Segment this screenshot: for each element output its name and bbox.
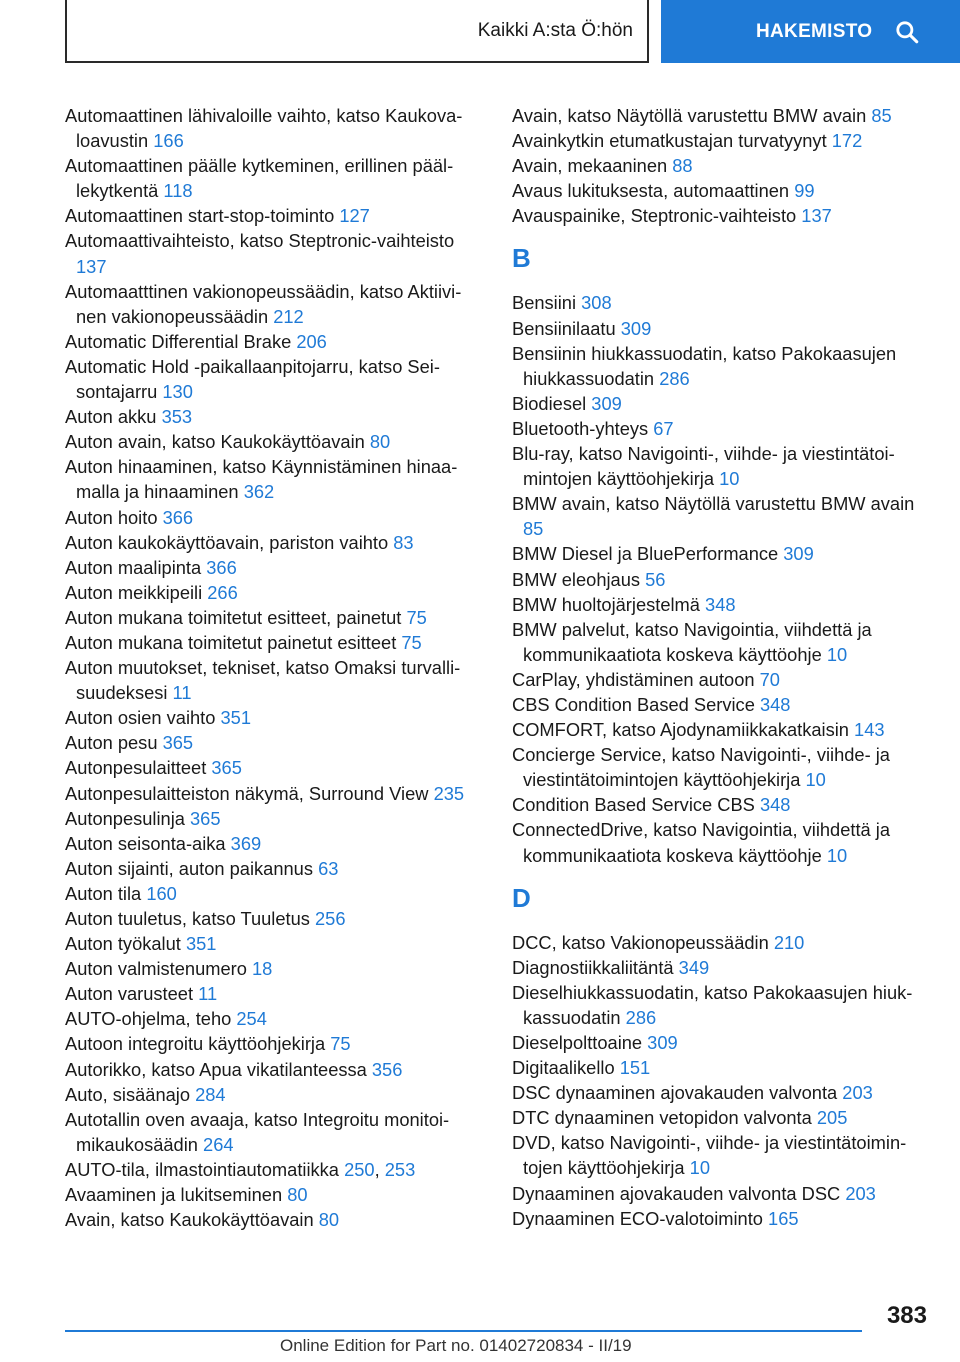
page-link[interactable]: 80 bbox=[369, 431, 391, 453]
index-entry-text: AUTO-ohjelma, teho bbox=[65, 1008, 237, 1030]
index-entry-text: Bensiinilaatu bbox=[512, 317, 621, 339]
index-entry bbox=[65, 555, 485, 580]
index-entry bbox=[65, 981, 485, 1006]
index-entry-text: BMW palvelut, katso Navigointia, viihdettä ja kommunikaatiota koskeva käyttöohje bbox=[512, 618, 872, 665]
index-entry bbox=[512, 541, 932, 566]
page-link[interactable]: 366 bbox=[206, 556, 237, 578]
index-entry bbox=[65, 856, 485, 881]
index-entry-text: Auton kaukokäyttöavain, pariston vaihto bbox=[65, 531, 394, 553]
tab-index-label: HAKEMISTO bbox=[756, 20, 873, 42]
index-entry bbox=[512, 341, 932, 391]
index-entry bbox=[512, 103, 932, 128]
index-entry-text: Avauspainike, Steptronic-vaihteisto bbox=[512, 205, 802, 227]
page-link[interactable]: 67 bbox=[653, 417, 674, 439]
index-entry-text: Auton osien vaihto bbox=[65, 707, 221, 729]
index-entry-text: Avainkytkin etumatkustajan turvatyynyt bbox=[512, 130, 832, 152]
index-entry-text: Condition Based Service CBS bbox=[512, 794, 760, 816]
index-entry-text: DVD, katso Navigointi-, viihde- ja viestintätoimintojen käyttöohjekirja bbox=[512, 1132, 907, 1179]
page-link[interactable]: 351 bbox=[220, 707, 252, 729]
index-entry-text: Auton maalipinta bbox=[65, 556, 207, 578]
page-link[interactable]: 80 bbox=[287, 1184, 308, 1206]
index-list-d bbox=[512, 930, 932, 1231]
index-entry bbox=[65, 530, 485, 555]
page-link[interactable]: 137 bbox=[76, 255, 107, 277]
index-entry-text: Dieselpolttoaine bbox=[512, 1032, 648, 1053]
page-link[interactable]: 75 bbox=[401, 631, 422, 653]
index-entry bbox=[65, 454, 485, 504]
page-link[interactable]: 85 bbox=[871, 105, 892, 126]
index-entry bbox=[65, 806, 485, 831]
index-entry-text: Auton tuuletus, katso Tuuletus bbox=[65, 908, 316, 929]
index-entry-text: Autonpesulaitteet bbox=[65, 757, 212, 779]
index-entry-text: Automatic Hold -paikallaanpitojarru, katso Seisontajarru bbox=[65, 355, 440, 403]
index-entry-text: Autorikko, katso Apua vikatilanteessa bbox=[65, 1058, 372, 1080]
page-link[interactable]: 10 bbox=[719, 468, 740, 490]
page-link[interactable]: 203 bbox=[842, 1082, 873, 1104]
index-entry-text: Avain, katso Kaukokäyttöavain bbox=[65, 1209, 319, 1231]
footer-divider bbox=[65, 1330, 862, 1332]
page-link[interactable]: 309 bbox=[647, 1032, 678, 1053]
page-link[interactable]: 160 bbox=[146, 882, 177, 904]
index-entry bbox=[512, 1105, 932, 1130]
index-entry-text: Auton akku bbox=[65, 406, 162, 428]
index-list-b-c bbox=[512, 290, 932, 867]
index-entry bbox=[65, 279, 485, 329]
tab-all-label: Kaikki A:sta Ö:hön bbox=[477, 19, 633, 41]
page-link[interactable]: 309 bbox=[783, 543, 814, 565]
page-link[interactable]: 205 bbox=[816, 1107, 848, 1129]
page-link[interactable]: 254 bbox=[236, 1008, 267, 1030]
page-link[interactable]: 88 bbox=[672, 155, 693, 177]
index-entry bbox=[65, 505, 485, 530]
page-link[interactable]: 365 bbox=[162, 732, 194, 754]
page-link[interactable]: 172 bbox=[831, 130, 863, 152]
page-link[interactable]: 250 bbox=[344, 1158, 375, 1180]
index-entry bbox=[65, 630, 485, 655]
page-link[interactable]: 10 bbox=[689, 1157, 710, 1179]
page-link[interactable]: 253 bbox=[384, 1158, 416, 1180]
index-entry bbox=[65, 605, 485, 630]
index-entry-text: ConnectedDrive, katso Navigointia, viihdettä ja kommunikaatiota koskeva käyttöohje bbox=[512, 819, 891, 866]
index-entry bbox=[65, 153, 485, 203]
page-link[interactable]: 166 bbox=[153, 130, 184, 152]
page-link[interactable]: 75 bbox=[330, 1033, 351, 1055]
page-link[interactable]: 56 bbox=[645, 568, 666, 590]
index-entry bbox=[512, 742, 932, 792]
page-link[interactable]: 127 bbox=[339, 205, 370, 227]
index-entry-text: Auton meikkipeili bbox=[65, 581, 208, 603]
index-entry bbox=[512, 491, 932, 541]
index-entry bbox=[512, 441, 932, 491]
page-link[interactable]: 75 bbox=[406, 606, 427, 628]
page-link[interactable]: 266 bbox=[207, 581, 238, 603]
index-entry-text: Concierge Service, katso Navigointi-, viihde- ja viestintätoimintojen käyttöohjekirja bbox=[512, 744, 890, 791]
page-link[interactable]: 348 bbox=[705, 593, 736, 615]
page-link[interactable]: 10 bbox=[826, 844, 848, 866]
page-link[interactable]: 165 bbox=[768, 1207, 799, 1229]
page-link[interactable]: 366 bbox=[162, 506, 194, 528]
index-entry bbox=[512, 592, 932, 617]
index-entry-text: Avaaminen ja lukitseminen bbox=[65, 1184, 288, 1206]
index-entry bbox=[65, 228, 485, 278]
index-entry-text: Auton hinaaminen, katso Käynnistäminen hinaamalla ja hinaaminen bbox=[65, 456, 458, 503]
index-entry-text: Dynaaminen ECO-valotoiminto bbox=[512, 1207, 769, 1229]
page-link[interactable]: 353 bbox=[161, 406, 193, 428]
index-entry-text: Auton varusteet bbox=[65, 983, 199, 1005]
index-entry bbox=[512, 617, 932, 667]
index-entry-text: Bluetooth-yhteys bbox=[512, 417, 654, 439]
index-list-a-continued bbox=[512, 103, 932, 228]
index-entry-text: DSC dynaaminen ajovakauden valvonta bbox=[512, 1082, 843, 1104]
index-entry bbox=[65, 1182, 485, 1207]
index-entry-text: Automaattivaihteisto, katso Steptronic-vaihteisto bbox=[65, 230, 455, 252]
index-entry bbox=[65, 831, 485, 856]
index-entry-text: Auton tila bbox=[65, 882, 147, 904]
index-entry bbox=[512, 316, 932, 341]
index-entry bbox=[512, 203, 932, 228]
index-entry-text: Autonpesulaitteiston näkymä, Surround View bbox=[65, 782, 434, 804]
page-link[interactable]: 143 bbox=[854, 719, 885, 741]
index-entry bbox=[512, 1130, 932, 1180]
page-link[interactable]: 349 bbox=[678, 956, 710, 978]
index-entry-text: Auton valmistenumero bbox=[65, 958, 252, 980]
page-link[interactable]: 203 bbox=[845, 1182, 876, 1204]
index-entry-text: Automaatttinen vakionopeussäädin, katso Aktiivinen vakionopeussäädin bbox=[65, 280, 462, 327]
page-link[interactable]: 83 bbox=[393, 531, 414, 553]
index-entry-text: Diagnostiikkaliitäntä bbox=[512, 956, 679, 978]
search-icon[interactable] bbox=[894, 19, 920, 45]
page-link[interactable]: 80 bbox=[318, 1209, 340, 1231]
index-entry-text: BMW Diesel ja BluePerformance bbox=[512, 543, 784, 565]
index-entry bbox=[512, 1055, 932, 1080]
index-entry bbox=[65, 1031, 485, 1056]
index-entry-text: Auton sijainti, auton paikannus bbox=[65, 857, 319, 879]
page-link[interactable]: 63 bbox=[318, 857, 339, 879]
page-link[interactable]: 130 bbox=[162, 381, 193, 403]
index-entry-text: Auton hoito bbox=[65, 506, 163, 528]
index-entry bbox=[512, 567, 932, 592]
index-entry-text: Auton mukana toimitetut esitteet, painetut bbox=[65, 606, 407, 628]
index-entry-text: Bensiini bbox=[512, 292, 582, 314]
index-list-a bbox=[65, 103, 485, 1232]
page-link[interactable]: 365 bbox=[190, 807, 221, 829]
index-entry bbox=[65, 203, 485, 228]
index-entry bbox=[65, 781, 485, 806]
index-entry-text: Digitaalikello bbox=[512, 1057, 620, 1079]
index-entry-text: CarPlay, yhdistäminen autoon bbox=[512, 668, 760, 690]
index-entry-text: Auton muutokset, tekniset, katso Omaksi turvallisuudeksesi bbox=[65, 657, 461, 704]
page-link[interactable]: 264 bbox=[203, 1133, 234, 1155]
index-entry bbox=[65, 956, 485, 981]
page-link[interactable]: 210 bbox=[773, 931, 805, 953]
index-entry bbox=[65, 705, 485, 730]
index-entry bbox=[512, 792, 932, 817]
page-link[interactable]: 206 bbox=[296, 330, 327, 352]
section-letter-b: B bbox=[512, 243, 531, 274]
index-entry-text: Autoon integroitu käyttöohjekirja bbox=[65, 1033, 331, 1055]
page-link[interactable]: 212 bbox=[273, 305, 304, 327]
index-entry-text: Auton mukana toimitetut painetut esitteet bbox=[65, 631, 402, 653]
index-entry bbox=[65, 730, 485, 755]
index-entry bbox=[512, 717, 932, 742]
page-link[interactable]: 11 bbox=[198, 983, 218, 1005]
index-entry-text: Automaattinen lähivaloille vaihto, katso Kaukovaloavustin bbox=[65, 105, 463, 152]
index-column-left bbox=[65, 103, 485, 1232]
tab-all-a-to-o[interactable] bbox=[65, 0, 649, 63]
index-entry bbox=[65, 1006, 485, 1031]
page-link[interactable]: 18 bbox=[251, 958, 273, 980]
page-link[interactable]: 348 bbox=[759, 794, 791, 816]
page-link[interactable]: 11 bbox=[172, 682, 192, 704]
index-entry-text: COMFORT, katso Ajodynamiikkakatkaisin bbox=[512, 719, 855, 741]
index-entry bbox=[512, 128, 932, 153]
index-entry-text: Auton avain, katso Kaukokäyttöavain bbox=[65, 431, 370, 453]
index-entry-text: BMW avain, katso Näytöllä varustettu BMW avain bbox=[512, 493, 915, 515]
index-entry bbox=[512, 817, 932, 867]
page-link[interactable]: 362 bbox=[243, 481, 275, 503]
index-entry-text: Automatic Differential Brake bbox=[65, 330, 297, 352]
index-entry-text: BMW eleohjaus bbox=[512, 568, 646, 590]
page-link[interactable]: 348 bbox=[759, 693, 791, 715]
index-entry bbox=[512, 980, 932, 1030]
index-entry-text: Autonpesulinja bbox=[65, 807, 191, 829]
index-entry bbox=[65, 655, 485, 705]
index-entry-text: Auto, sisäänajo bbox=[65, 1083, 196, 1105]
index-entry-text: BMW huoltojärjestelmä bbox=[512, 593, 706, 615]
index-entry-text: DTC dynaaminen vetopidon valvonta bbox=[512, 1107, 817, 1129]
index-entry bbox=[512, 416, 932, 441]
index-entry bbox=[65, 931, 485, 956]
index-entry bbox=[65, 906, 485, 931]
page-number: 383 bbox=[886, 1302, 927, 1329]
index-entry bbox=[512, 1030, 932, 1055]
index-entry bbox=[65, 103, 485, 153]
index-entry-text: Automaattinen start-stop-toiminto bbox=[65, 205, 340, 227]
index-entry bbox=[65, 429, 485, 454]
page-link[interactable]: 351 bbox=[185, 933, 217, 955]
index-entry bbox=[512, 290, 932, 315]
footer-edition: Online Edition for Part no. 01402720834 - II/19 bbox=[280, 1336, 632, 1355]
page-link[interactable]: 365 bbox=[211, 757, 242, 779]
index-entry bbox=[512, 692, 932, 717]
index-entry-text: Automaattinen päälle kytkeminen, erillinen päällekytkentä bbox=[65, 155, 454, 202]
index-entry: AUTO-tila, ilmastointiautomatiikka 250, 253 bbox=[65, 1158, 416, 1180]
index-entry bbox=[65, 404, 485, 429]
index-entry bbox=[512, 178, 932, 203]
page-link[interactable]: 369 bbox=[230, 832, 262, 854]
index-entry-text: Auton pesu bbox=[65, 732, 163, 754]
index-entry-text: Auton työkalut bbox=[65, 933, 186, 955]
index-entry-text: Avaus lukituksesta, automaattinen bbox=[512, 180, 795, 202]
index-entry-text: Dynaaminen ajovakauden valvonta DSC bbox=[512, 1182, 846, 1204]
index-entry bbox=[512, 1181, 932, 1206]
page-link[interactable]: 85 bbox=[523, 518, 544, 540]
page-link[interactable]: 356 bbox=[371, 1058, 403, 1080]
index-entry-text: Dieselhiukkassuodatin, katso Pakokaasujen hiukkassuodatin bbox=[512, 981, 913, 1028]
page-link[interactable]: 308 bbox=[581, 292, 612, 314]
index-entry bbox=[512, 391, 932, 416]
index-entry bbox=[512, 930, 932, 955]
index-entry-text: Avain, katso Näytöllä varustettu BMW avain bbox=[512, 105, 872, 126]
index-entry bbox=[65, 1057, 485, 1082]
index-entry-text: Blu-ray, katso Navigointi-, viihde- ja viestintätoimintojen käyttöohjekirja bbox=[512, 443, 895, 490]
index-entry-text: Auton seisonta-aika bbox=[65, 832, 231, 854]
index-entry-text: Autotallin oven avaaja, katso Integroitu monitoimikaukosäädin bbox=[65, 1108, 450, 1155]
page-link[interactable]: 10 bbox=[805, 769, 826, 791]
index-entry bbox=[65, 1082, 485, 1107]
index-entry bbox=[512, 955, 932, 980]
index-entry-text: AUTO-tila, ilmastointiautomatiikka bbox=[65, 1158, 345, 1180]
section-letter-d: D bbox=[512, 882, 531, 913]
index-entry bbox=[65, 1207, 485, 1232]
index-entry-text: CBS Condition Based Service bbox=[512, 693, 760, 715]
index-entry bbox=[512, 153, 932, 178]
page-link[interactable]: 235 bbox=[433, 782, 465, 804]
index-entry bbox=[65, 354, 485, 404]
index-entry bbox=[65, 1107, 485, 1157]
page-link[interactable]: 70 bbox=[759, 668, 780, 690]
page-link[interactable]: 309 bbox=[620, 317, 652, 339]
index-entry bbox=[65, 881, 485, 906]
index-entry bbox=[512, 667, 932, 692]
page-link[interactable]: 10 bbox=[826, 643, 848, 665]
index-entry-text: DCC, katso Vakionopeussäädin bbox=[512, 931, 774, 953]
page-link[interactable]: 309 bbox=[591, 392, 622, 414]
page-link[interactable]: 286 bbox=[659, 367, 690, 389]
index-entry bbox=[512, 1080, 932, 1105]
page-link[interactable]: 151 bbox=[619, 1057, 651, 1079]
page-link[interactable]: 256 bbox=[315, 908, 346, 929]
index-entry-text: Biodiesel bbox=[512, 392, 592, 414]
page-link[interactable]: 137 bbox=[801, 205, 832, 227]
tab-index[interactable] bbox=[661, 0, 960, 63]
index-entry-text: Bensiinin hiukkassuodatin, katso Pakokaasujen hiukkassuodatin bbox=[512, 342, 897, 389]
index-entry bbox=[65, 329, 485, 354]
page-link[interactable]: 99 bbox=[794, 180, 815, 202]
index-column-right bbox=[512, 103, 932, 1231]
index-entry-text: Avain, mekaaninen bbox=[512, 155, 673, 177]
page-link[interactable]: 118 bbox=[163, 180, 193, 202]
index-entry bbox=[65, 580, 485, 605]
page-link[interactable]: 284 bbox=[195, 1083, 226, 1105]
index-entry bbox=[512, 1206, 932, 1231]
index-entry bbox=[65, 755, 485, 780]
page-link[interactable]: 286 bbox=[625, 1006, 657, 1028]
